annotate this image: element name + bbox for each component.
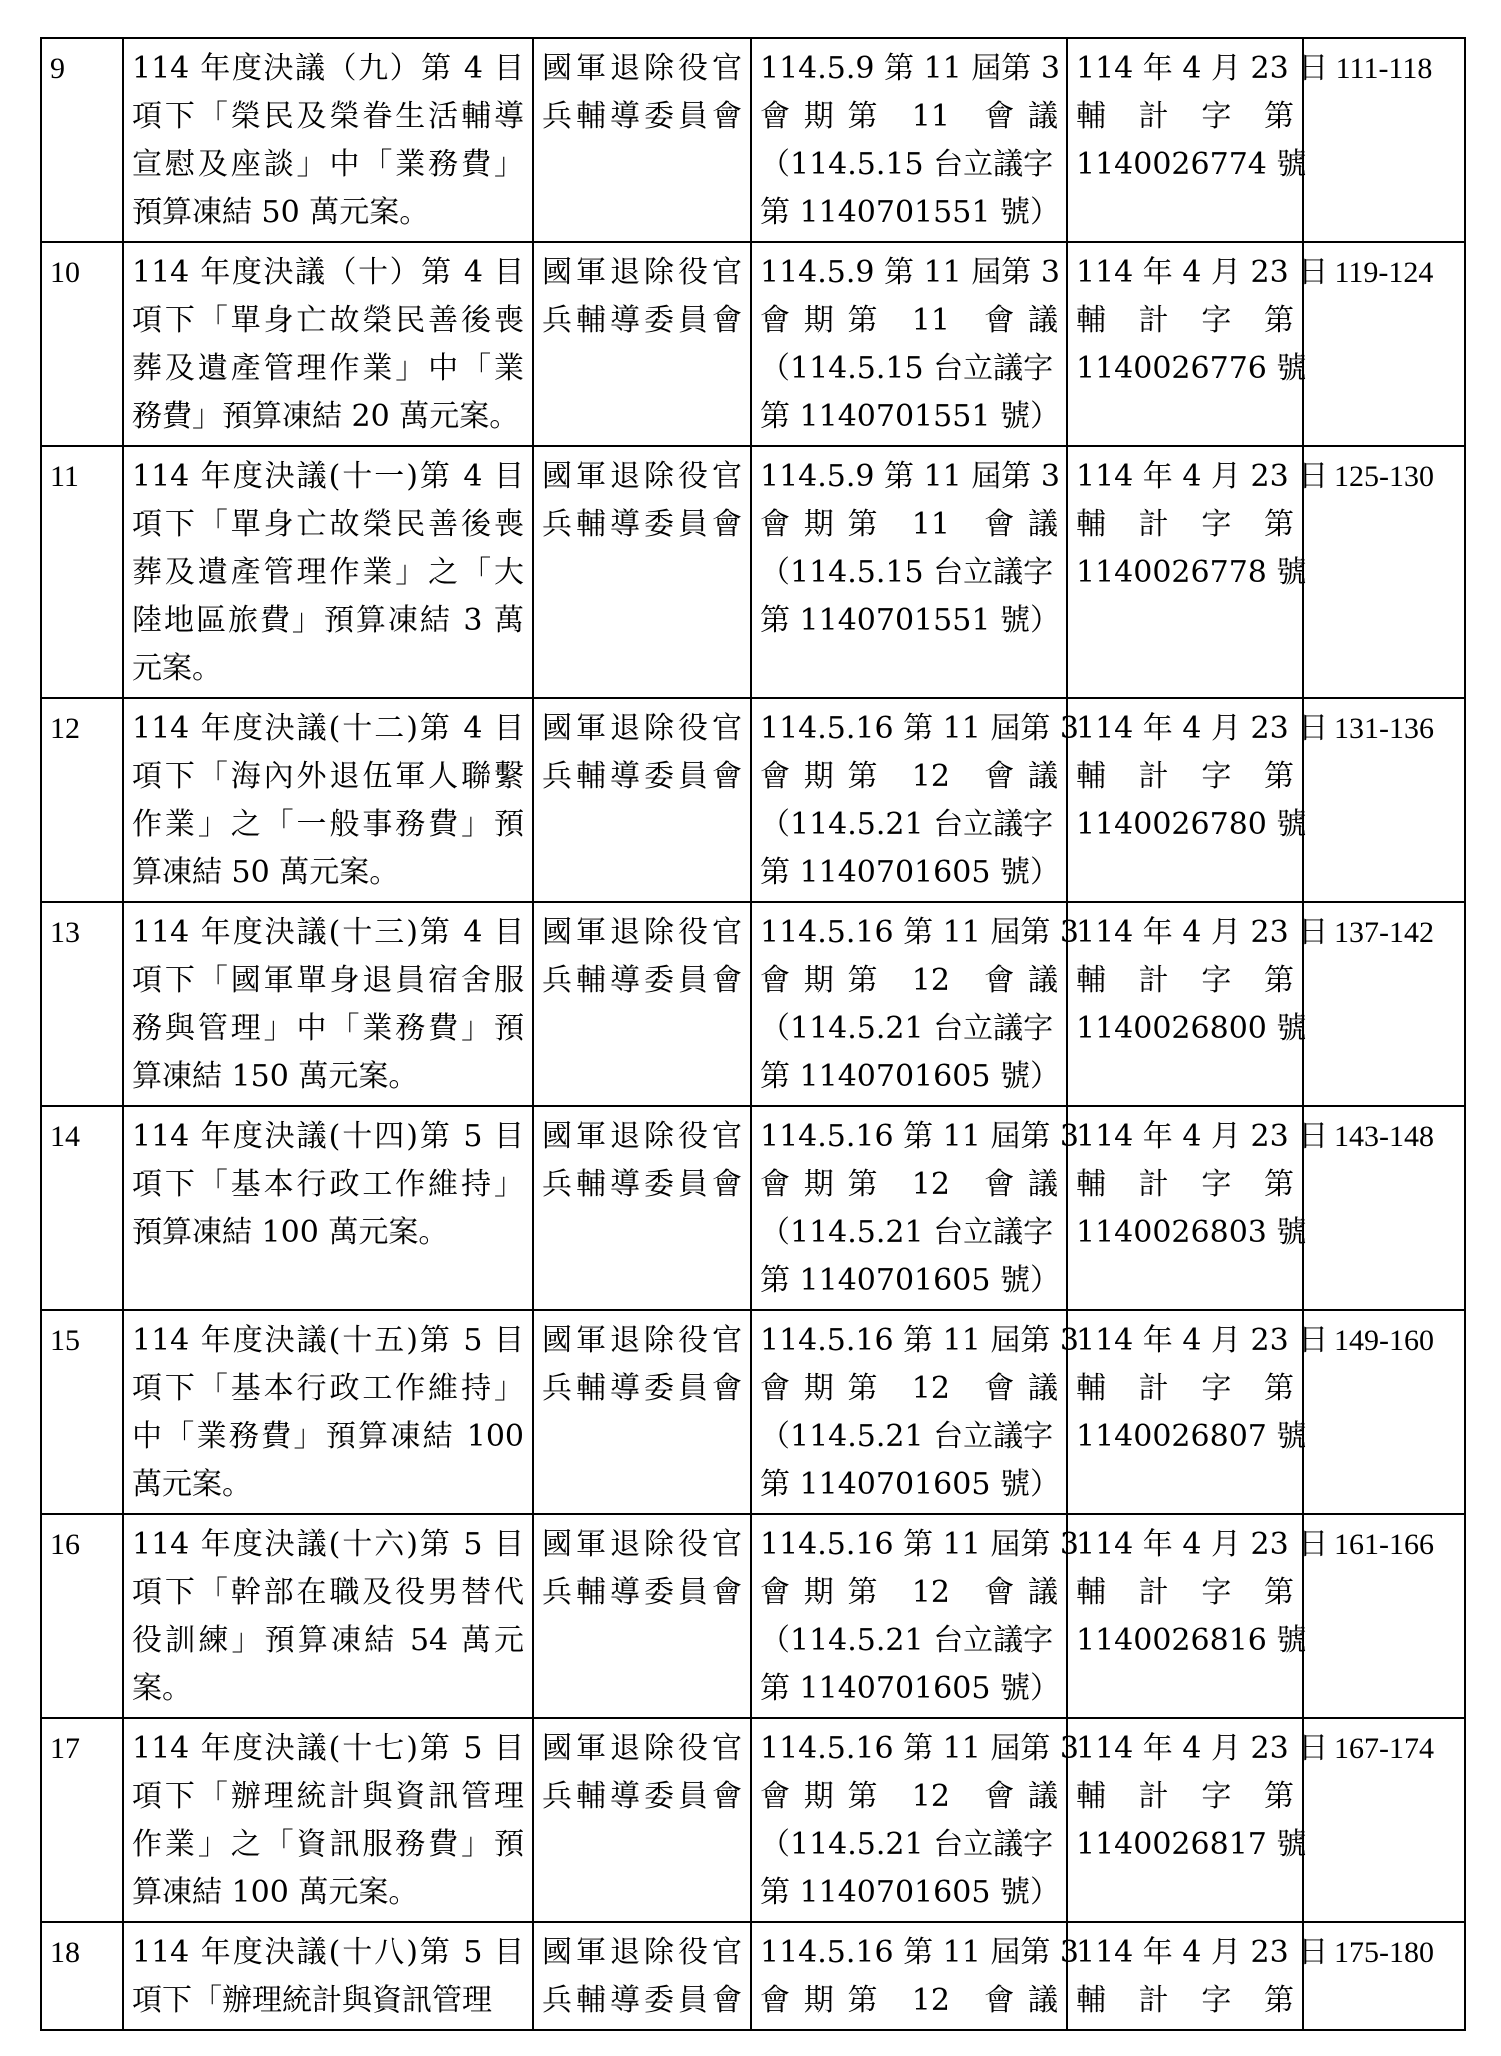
row-number [41,1718,123,1922]
agency-line: 兵輔導委員會 [542,759,742,794]
reference-cell [1067,902,1329,1106]
reference-line: 輔 計 字 第 [1076,1167,1294,1202]
reference-line: 114 年 4 月 23 日 [1076,255,1329,290]
meeting-line: 114.5.16 第 11 屆第 3 [760,1935,1079,1970]
agency-line: 兵輔導委員會 [542,1167,742,1202]
reference-line: 1140026817 號 [1076,1827,1307,1862]
resolution-item-line: 陸地區旅費」預算凍結 3 萬 [132,603,524,638]
table-row [41,698,1465,902]
row-number-text: 9 [50,52,65,85]
agency-line: 國軍退除役官 [542,1119,742,1154]
meeting-cell [751,1922,1079,2030]
reference-line: 輔 計 字 第 [1076,507,1294,542]
reference-line: 輔 計 字 第 [1076,1779,1294,1814]
table-row [41,242,1465,446]
resolution-item-line: 114 年度決議(十二)第 4 目 [132,711,524,746]
resolution-item-line: 算凍結 150 萬元案。 [132,1059,419,1094]
meeting-line: 第 1140701605 號） [760,855,1060,890]
row-number [41,1106,123,1310]
reference-line: 114 年 4 月 23 日 [1076,1527,1329,1562]
meeting-line: 114.5.16 第 11 屆第 3 [760,1731,1079,1766]
table-row [41,446,1465,698]
reference-line: 輔 計 字 第 [1076,1575,1294,1610]
resolution-item-cell [123,1922,533,2030]
reference-line: 1140026816 號 [1076,1623,1307,1658]
table-row [41,1922,1465,2030]
reference-line: 輔 計 字 第 [1076,303,1294,338]
reference-line: 1140026776 號 [1076,351,1307,386]
meeting-line: 第 1140701551 號） [760,399,1060,434]
resolution-item-line: 項下「國軍單身退員宿舍服 [132,963,524,998]
agency-line: 兵輔導委員會 [542,1371,742,1406]
resolution-item-cell [123,1106,533,1310]
agency-cell [533,242,751,446]
page-range-text: 161-166 [1334,1528,1434,1561]
resolution-item-line: 114 年度決議(十一)第 4 目 [132,459,524,494]
meeting-line: 第 1140701551 號） [760,195,1060,230]
budget-resolution-table [40,37,1466,2031]
reference-cell [1067,242,1329,446]
agency-line: 國軍退除役官 [542,1527,742,1562]
resolution-item-line: 114 年度決議（十）第 4 目 [132,255,524,290]
meeting-line: 會 期 第 12 會 議 [760,1167,1058,1202]
table-row [41,1718,1465,1922]
reference-line: 114 年 4 月 23 日 [1076,1935,1329,1970]
meeting-cell [751,1106,1079,1310]
row-number-text: 17 [50,1732,80,1765]
page-range-text: 111-118 [1335,52,1433,85]
resolution-item-line: 預算凍結 50 萬元案。 [132,195,430,230]
agency-line: 國軍退除役官 [542,1935,742,1970]
agency-line: 兵輔導委員會 [542,303,742,338]
meeting-cell [751,1514,1079,1718]
row-number [41,1922,123,2030]
agency-cell [533,1310,751,1514]
resolution-item-line: 項下「榮民及榮眷生活輔導 [132,99,524,134]
row-number-text: 14 [50,1120,80,1153]
resolution-item-line: 項下「幹部在職及役男替代 [132,1575,524,1610]
resolution-item-cell [123,446,533,698]
reference-line: 1140026774 號 [1076,147,1307,182]
agency-line: 國軍退除役官 [542,711,742,746]
resolution-item-line: 務費」預算凍結 20 萬元案。 [132,399,520,434]
reference-line: 輔 計 字 第 [1076,1983,1294,2018]
reference-line: 輔 計 字 第 [1076,759,1294,794]
table-row [41,38,1465,242]
resolution-item-line: 葬及遺產管理作業」之「大 [132,555,524,590]
meeting-cell [751,902,1079,1106]
row-number [41,1310,123,1514]
row-number [41,698,123,902]
meeting-line: 第 1140701605 號） [760,1875,1060,1910]
resolution-item-line: 算凍結 50 萬元案。 [132,855,400,890]
resolution-item-cell [123,38,533,242]
row-number-text: 15 [50,1324,80,1357]
table-row [41,902,1465,1106]
agency-line: 兵輔導委員會 [542,963,742,998]
resolution-item-line: 114 年度決議(十三)第 4 目 [132,915,524,950]
resolution-item-line: 萬元案。 [132,1467,252,1502]
reference-cell [1067,698,1329,902]
agency-line: 兵輔導委員會 [542,507,742,542]
meeting-line: 第 1140701605 號） [760,1263,1060,1298]
resolution-item-line: 元案。 [132,651,222,686]
table-row [41,1310,1465,1514]
meeting-cell [751,242,1067,446]
row-number [41,38,123,242]
resolution-item-line: 預算凍結 100 萬元案。 [132,1215,449,1250]
meeting-line: （114.5.21 台立議字 [760,807,1054,842]
resolution-item-line: 項下「海內外退伍軍人聯繫 [132,759,524,794]
reference-line: 114 年 4 月 23 日 [1076,915,1329,950]
resolution-item-cell [123,1514,533,1718]
reference-line: 114 年 4 月 23 日 [1076,1731,1329,1766]
table-row [41,1514,1465,1718]
meeting-line: 114.5.9 第 11 屆第 3 [760,51,1060,86]
agency-line: 兵輔導委員會 [542,1575,742,1610]
page-range-text: 149-160 [1334,1324,1434,1357]
meeting-line: 會 期 第 12 會 議 [760,1371,1058,1406]
row-number [41,242,123,446]
resolution-item-line: 案。 [132,1671,192,1706]
meeting-line: 第 1140701551 號） [760,603,1060,638]
meeting-line: 114.5.16 第 11 屆第 3 [760,915,1079,950]
reference-line: 1140026800 號 [1076,1011,1307,1046]
resolution-item-line: 作業」之「一般事務費」預 [132,807,524,842]
meeting-cell [751,38,1067,242]
meeting-line: （114.5.21 台立議字 [760,1011,1054,1046]
row-number-text: 10 [50,256,80,289]
agency-line: 國軍退除役官 [542,1731,742,1766]
agency-line: 兵輔導委員會 [542,1983,742,2018]
meeting-line: 第 1140701605 號） [760,1671,1060,1706]
meeting-line: 114.5.16 第 11 屆第 3 [760,711,1079,746]
reference-line: 114 年 4 月 23 日 [1076,459,1329,494]
agency-cell [533,1106,751,1310]
agency-line: 國軍退除役官 [542,915,742,950]
agency-line: 兵輔導委員會 [542,1779,742,1814]
row-number [41,902,123,1106]
meeting-line: 會 期 第 11 會 議 [760,99,1058,134]
meeting-line: 114.5.9 第 11 屆第 3 [760,255,1060,290]
meeting-line: （114.5.15 台立議字 [760,555,1054,590]
table-body [41,38,1465,2030]
table-row [41,1106,1465,1310]
meeting-line: 第 1140701605 號） [760,1059,1060,1094]
reference-cell [1067,38,1329,242]
meeting-line: （114.5.21 台立議字 [760,1215,1054,1250]
meeting-line: 會 期 第 11 會 議 [760,507,1058,542]
resolution-item-line: 項下「單身亡故榮民善後喪 [132,507,524,542]
resolution-item-line: 114 年度決議(十八)第 5 目 [132,1935,524,1970]
resolution-item-line: 項下「辦理統計與資訊管理 [132,1983,492,2018]
meeting-line: （114.5.21 台立議字 [760,1419,1054,1454]
meeting-line: 會 期 第 12 會 議 [760,1575,1058,1610]
resolution-item-cell [123,1718,533,1922]
reference-cell [1067,1922,1329,2030]
agency-cell [533,698,751,902]
agency-cell [533,446,751,698]
reference-line: 1140026780 號 [1076,807,1307,842]
page-range-text: 119-124 [1334,256,1434,289]
meeting-line: （114.5.21 台立議字 [760,1623,1054,1658]
meeting-cell [751,698,1079,902]
meeting-cell [751,1310,1079,1514]
meeting-line: （114.5.15 台立議字 [760,351,1054,386]
resolution-item-line: 項下「單身亡故榮民善後喪 [132,303,524,338]
meeting-line: 114.5.9 第 11 屆第 3 [760,459,1060,494]
reference-line: 114 年 4 月 23 日 [1076,1119,1329,1154]
resolution-item-cell [123,1310,533,1514]
page-range-text: 137-142 [1334,916,1434,949]
reference-line: 114 年 4 月 23 日 [1076,711,1329,746]
meeting-line: 會 期 第 12 會 議 [760,1983,1058,2018]
meeting-line: 114.5.16 第 11 屆第 3 [760,1119,1079,1154]
reference-line: 輔 計 字 第 [1076,99,1294,134]
resolution-item-line: 作業」之「資訊服務費」預 [132,1827,524,1862]
page-range-text: 125-130 [1334,460,1434,493]
meeting-line: 會 期 第 12 會 議 [760,1779,1058,1814]
row-number-text: 11 [50,460,79,493]
row-number [41,1514,123,1718]
meeting-line: 會 期 第 12 會 議 [760,759,1058,794]
resolution-item-line: 中「業務費」預算凍結 100 [132,1419,524,1454]
meeting-line: 第 1140701605 號） [760,1467,1060,1502]
reference-line: 1140026803 號 [1076,1215,1307,1250]
agency-cell [533,902,751,1106]
agency-cell [533,1514,751,1718]
resolution-item-line: 114 年度決議(十六)第 5 目 [132,1527,524,1562]
reference-line: 114 年 4 月 23 日 [1076,1323,1329,1358]
reference-line: 輔 計 字 第 [1076,1371,1294,1406]
row-number-text: 12 [50,712,80,745]
resolution-item-cell [123,242,533,446]
meeting-cell [751,446,1067,698]
reference-cell [1067,1106,1329,1310]
agency-cell [533,1922,751,2030]
resolution-item-line: 項下「基本行政工作維持」 [132,1371,524,1406]
resolution-item-line: 114 年度決議(十七)第 5 目 [132,1731,524,1766]
agency-line: 國軍退除役官 [542,1323,742,1358]
page-range-text: 167-174 [1334,1732,1434,1765]
page-range-text: 175-180 [1334,1936,1434,1969]
meeting-line: 114.5.16 第 11 屆第 3 [760,1527,1079,1562]
resolution-item-line: 算凍結 100 萬元案。 [132,1875,419,1910]
reference-cell [1067,1310,1329,1514]
resolution-item-line: 葬及遺產管理作業」中「業 [132,351,524,386]
meeting-line: 會 期 第 12 會 議 [760,963,1058,998]
reference-cell [1067,1514,1329,1718]
reference-line: 1140026778 號 [1076,555,1307,590]
meeting-line: （114.5.15 台立議字 [760,147,1054,182]
resolution-item-line: 役訓練」預算凍結 54 萬元 [132,1623,524,1658]
row-number-text: 16 [50,1528,80,1561]
meeting-line: （114.5.21 台立議字 [760,1827,1054,1862]
reference-line: 輔 計 字 第 [1076,963,1294,998]
reference-line: 1140026807 號 [1076,1419,1307,1454]
resolution-item-line: 114 年度決議（九）第 4 目 [132,51,524,86]
meeting-line: 會 期 第 11 會 議 [760,303,1058,338]
resolution-item-line: 項下「基本行政工作維持」 [132,1167,524,1202]
resolution-item-cell [123,902,533,1106]
resolution-item-line: 宣慰及座談」中「業務費」 [132,147,524,182]
reference-line: 114 年 4 月 23 日 [1076,51,1329,86]
page-range-text: 131-136 [1334,712,1434,745]
resolution-item-cell [123,698,533,902]
agency-line: 國軍退除役官 [542,51,742,86]
row-number [41,446,123,698]
agency-cell [533,38,751,242]
resolution-item-line: 項下「辦理統計與資訊管理 [132,1779,524,1814]
resolution-item-line: 114 年度決議(十四)第 5 目 [132,1119,524,1154]
row-number-text: 18 [50,1936,80,1969]
resolution-item-line: 114 年度決議(十五)第 5 目 [132,1323,524,1358]
agency-cell [533,1718,751,1922]
reference-cell [1067,1718,1329,1922]
agency-line: 國軍退除役官 [542,255,742,290]
meeting-line: 114.5.16 第 11 屆第 3 [760,1323,1079,1358]
agency-line: 兵輔導委員會 [542,99,742,134]
page-range-text: 143-148 [1334,1120,1434,1153]
row-number-text: 13 [50,916,80,949]
agency-line: 國軍退除役官 [542,459,742,494]
reference-cell [1067,446,1329,698]
meeting-cell [751,1718,1079,1922]
resolution-item-line: 務與管理」中「業務費」預 [132,1011,524,1046]
